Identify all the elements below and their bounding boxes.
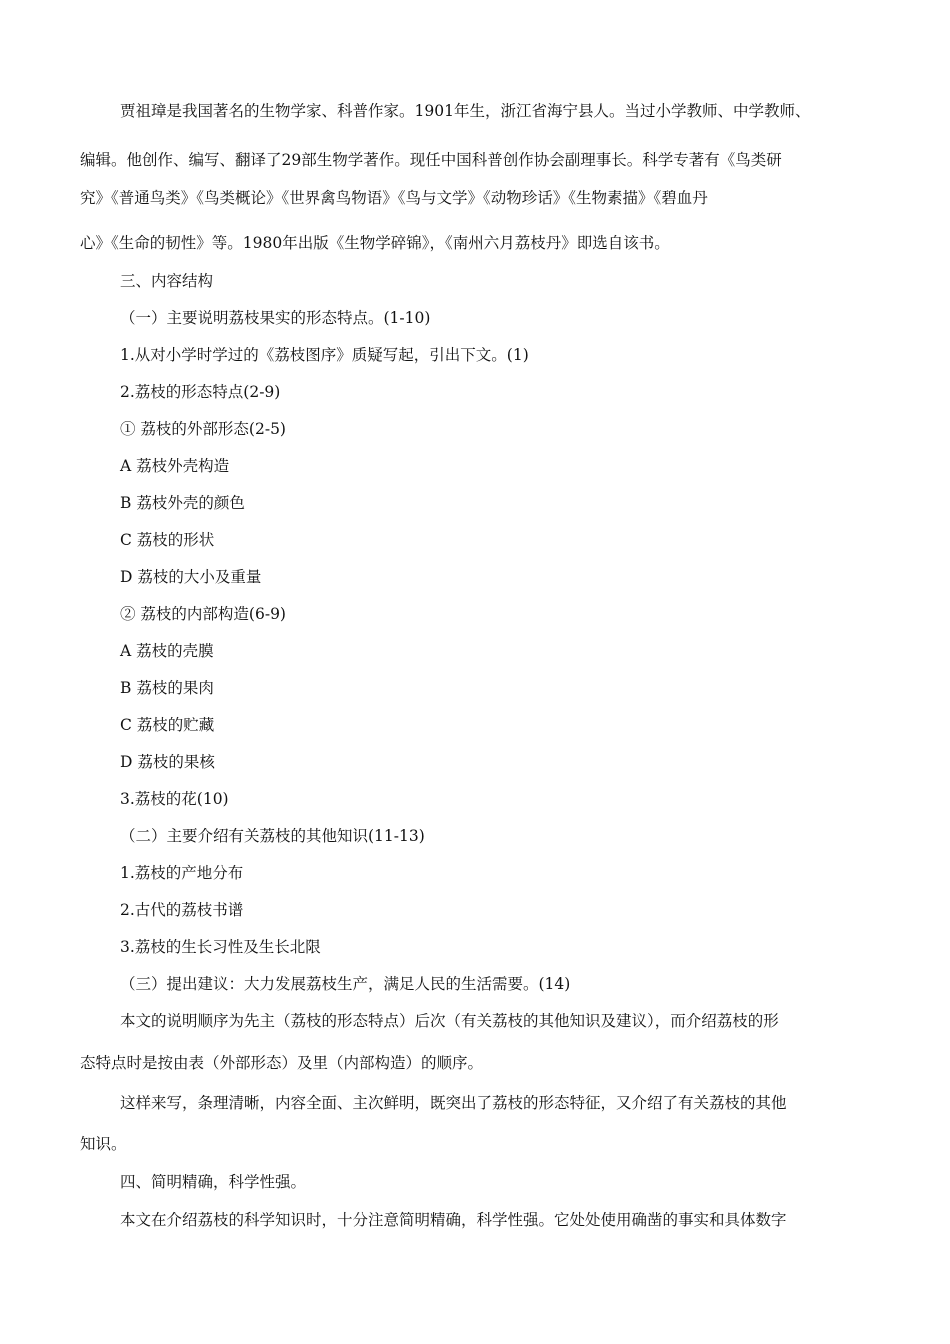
outline-item: 3.荔枝的生长习性及生长北限 [120,938,321,956]
outline-item: （一）主要说明荔枝果实的形态特点。(1-10) [120,309,431,327]
outline-item: ① 荔枝的外部形态(2-5) [120,420,286,438]
effect-line-1: 这样来写，条理清晰，内容全面、主次鲜明，既突出了荔枝的形态特征，又介绍了有关荔枝的其他 [120,1094,787,1112]
outline-item: C 荔枝的形状 [120,531,215,549]
intro-line-2: 编辑。他创作、编写、翻译了29部生物学著作。现任中国科普创作协会副理事长。科学专著有《鸟类研 [80,151,782,169]
effect-line-2: 知识。 [80,1135,127,1153]
outline-item: C 荔枝的贮藏 [120,716,215,734]
outline-item: 1.荔枝的产地分布 [120,864,244,882]
outline-item: A 荔枝外壳构造 [120,457,230,475]
outline-item: D 荔枝的大小及重量 [120,568,262,586]
order-line-2: 态特点时是按由表（外部形态）及里（内部构造）的顺序。 [80,1054,484,1072]
section-heading-4: 四、简明精确，科学性强。 [120,1173,307,1191]
section-heading-3: 三、内容结构 [120,272,214,290]
outline-item: （二）主要介绍有关荔枝的其他知识(11-13) [120,827,425,845]
outline-item: 2.古代的荔枝书谱 [120,901,244,919]
outline-item: A 荔枝的壳膜 [120,642,214,660]
intro-line-1: 贾祖璋是我国著名的生物学家、科普作家。1901年生，浙江省海宁县人。当过小学教师、中学教师、 [120,102,811,120]
outline-item: （三）提出建议：大力发展荔枝生产，满足人民的生活需要。(14) [120,975,571,993]
order-line-1: 本文的说明顺序为先主（荔枝的形态特点）后次（有关荔枝的其他知识及建议），而介绍荔枝的形 [120,1012,779,1030]
outline-item: ② 荔枝的内部构造(6-9) [120,605,286,623]
outline-item: 1.从对小学时学过的《荔枝图序》质疑写起，引出下文。(1) [120,346,529,364]
outline-item: 2.荔枝的形态特点(2-9) [120,383,281,401]
last-paragraph-line: 本文在介绍荔枝的科学知识时，十分注意简明精确，科学性强。它处处使用确凿的事实和具体数字 [120,1211,787,1229]
outline-item: B 荔枝的果肉 [120,679,214,697]
intro-line-3: 究》《普通鸟类》《鸟类概论》《世界禽鸟物语》《鸟与文学》《动物珍话》《生物素描》《碧血丹 [80,189,708,207]
outline-item: B 荔枝外壳的颜色 [120,494,245,512]
outline-item: 3.荔枝的花(10) [120,790,229,808]
intro-line-4: 心》《生命的韧性》等。1980年出版《生物学碎锦》，《南州六月荔枝丹》即选自该书。 [80,234,670,252]
outline-item: D 荔枝的果核 [120,753,215,771]
